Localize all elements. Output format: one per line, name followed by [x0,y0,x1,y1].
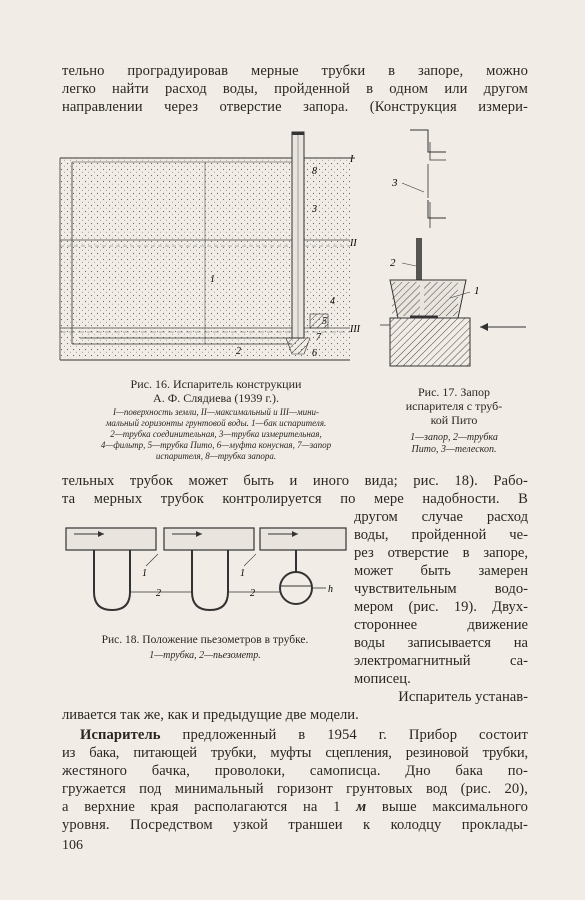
fig18-label-2: 2 [250,588,255,599]
text-line: легко найти расход воды, пройденной в одном или другом [62,81,528,97]
text-line [62,798,528,816]
text-line: мописец. [354,671,411,687]
fig18-legend: 1—трубка, 2—пьезометр. [149,650,261,661]
fig16-legend-line: 2—трубка соединительная, 3—трубка измерительная, [110,429,322,439]
figure-16-drawing [60,132,370,372]
text-line: тельных трубок может быть и иного вида; рис. 18). Рабо- [62,473,528,489]
text-line: рез отверстие в запоре, [354,545,528,561]
fig17-legend-line: Пито, 3—телескоп. [411,444,497,455]
text-line: другом случае расход [354,509,528,525]
fig16-label-2: 2 [236,346,241,357]
fig17-caption: испарителя с труб- [405,399,503,413]
fig16-legend-line: испарителя, 8—трубка запора. [155,451,277,461]
fig17-label-2: 2 [390,257,396,269]
fig16-legend-line: 4—фильтр, 5—трубка Пито, 6—муфта конусная, 7—запор [100,440,332,450]
fig16-label-III: III [350,324,360,335]
fig16-label-8: 8 [312,166,317,177]
fig16-label-4: 4 [330,296,335,307]
fig16-caption: Рис. 16. Испаритель конструкции [130,377,302,391]
text-line [62,726,528,744]
page-number: 106 [62,838,83,853]
text-line: ливается так же, как и предыдущие две модели. [62,707,359,723]
text-line: направлении через отверстие запора. (Конструкция измери- [62,99,528,115]
fig16-legend-line: I—поверхность земли, II—максимальный и III—мини- [112,407,320,417]
fig18-label-2: 2 [156,588,161,599]
text-line: воды записывается на [354,635,528,651]
text-line: стороннее движение [354,617,528,633]
text-fragment: а верхние края располагаются на 1 [62,799,341,815]
unit-m: м [356,799,367,815]
fig17-legend-line: 1—запор, 2—трубка [410,432,498,443]
fig17-label-3: 3 [392,177,398,189]
text-fragment: выше максимального [381,799,529,815]
text-line: воды, пройденной че- [354,527,528,543]
text-line: гружается под минимальный горизонт грунтовых вод (рис. 20), [62,781,528,797]
text-line: электромагнитный са- [354,653,528,669]
fig18-label-h: h [328,584,333,595]
fig16-label-1: 1 [210,274,215,285]
term-bold: Испаритель [80,727,161,743]
figure-17-drawing [380,120,530,375]
fig16-label-I: I [350,154,354,165]
fig18-caption: Рис. 18. Положение пьезометров в трубке. [101,634,309,646]
fig17-caption: кой Пито [430,413,478,427]
text-line: уровня. Посредством узкой траншеи к колодцу проклады- [62,817,528,833]
text-line: из бака, питающей трубки, муфты сцепления, резиновой трубки, [62,745,528,761]
text-line: мером (рис. 19). Двух- [354,599,528,615]
text-line: та мерных трубок контролируется по мере надобности. В [62,491,528,507]
fig16-label-6: 6 [312,348,317,359]
fig16-label-7: 7 [316,332,321,343]
text-line: может быть замерен [354,563,528,579]
fig16-label-3: 3 [312,204,317,215]
fig16-legend-line: мальный горизонты грунтовой воды. 1—бак испарителя. [105,418,327,428]
fig16-caption: А. Ф. Слядиева (1939 г.). [153,391,279,405]
fig18-label-1: 1 [240,568,245,579]
figure-18-drawing [64,520,349,620]
text-line: чувствительным водо- [354,581,528,597]
fig16-label-II: II [350,238,357,249]
fig17-caption: Рис. 17. Запор [417,385,491,399]
fig16-label-5: 5 [322,316,327,327]
text-line: тельно проградуировав мерные трубки в запоре, можно [62,63,528,79]
text-line: жестяного бачка, проволоки, самописца. Дно бака по- [62,763,528,779]
text-fragment: предложенный в 1954 г. Прибор состоит [182,727,528,743]
text-line: Испаритель устанав- [398,689,528,705]
fig18-label-1: 1 [142,568,147,579]
fig17-label-1: 1 [474,285,480,297]
